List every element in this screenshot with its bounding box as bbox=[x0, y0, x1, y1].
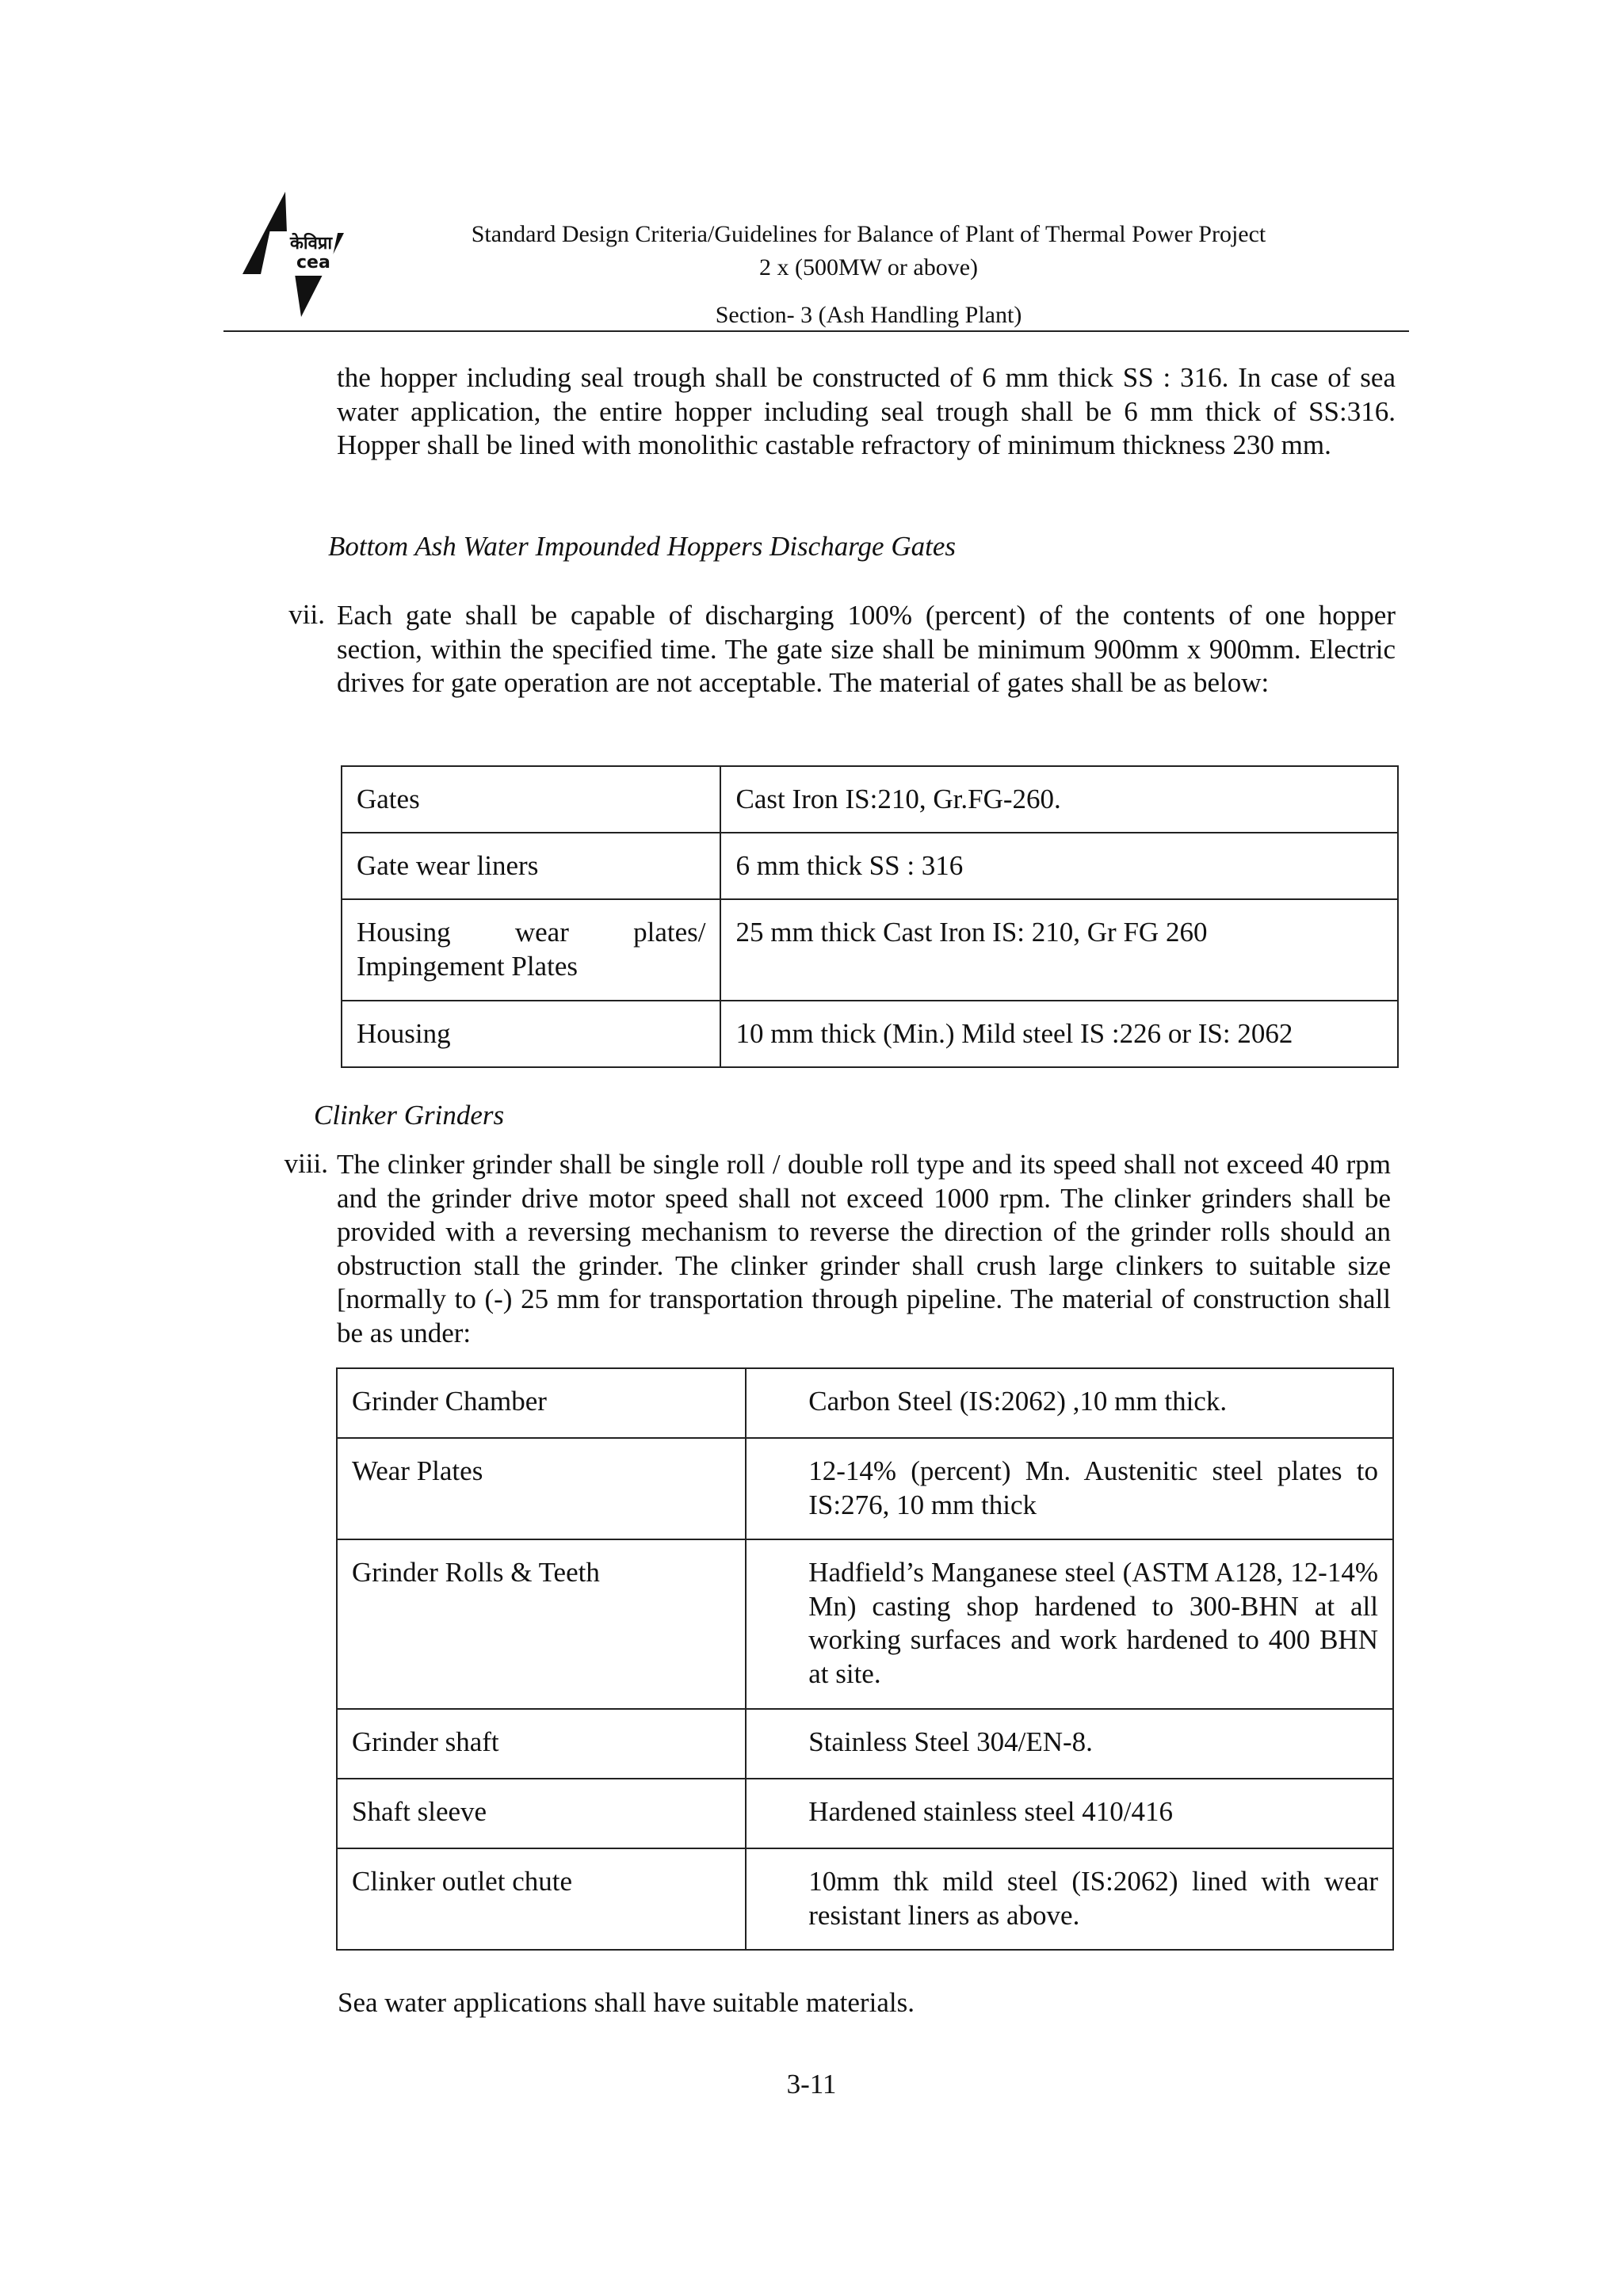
grinder-item-cell: Wear Plates bbox=[337, 1438, 746, 1539]
gate-material-cell: Cast Iron IS:210, Gr.FG-260. bbox=[720, 766, 1398, 833]
grinder-material-cell: Hadfield’s Manganese steel (ASTM A128, 12-14% Mn) casting shop hardened to 300-BHN at all working surfaces and work hardened to 400 BHN at site. bbox=[746, 1539, 1393, 1709]
grinder-material-cell: Hardened stainless steel 410/416 bbox=[746, 1779, 1393, 1848]
grinder-material-cell: 12-14% (percent) Mn. Austenitic steel plates to IS:276, 10 mm thick bbox=[746, 1438, 1393, 1539]
header-divider bbox=[223, 330, 1409, 332]
logo-text-cea: cea bbox=[296, 253, 330, 273]
grinder-item-cell: Grinder shaft bbox=[337, 1709, 746, 1779]
gate-material-cell: 6 mm thick SS : 316 bbox=[720, 833, 1398, 899]
intro-paragraph: the hopper including seal trough shall be constructed of 6 mm thick SS : 316. In case of sea water application, the entire hopper including seal trough shall be 6 mm thick of SS:316. Hopper shall be lined with monolithic castable refractory of minimum thickness 230 mm. bbox=[337, 362, 1396, 460]
table-row bbox=[342, 1001, 1398, 1067]
section-label: Section- 3 (Ash Handling Plant) bbox=[715, 302, 1022, 328]
closing-note: Sea water applications shall have suitable materials. bbox=[338, 1987, 915, 2018]
grinder-material-cell: 10mm thk mild steel (IS:2062) lined with wear resistant liners as above. bbox=[746, 1848, 1393, 1950]
gate-item-cell: Housing bbox=[342, 1001, 720, 1067]
grinder-item-cell: Grinder Rolls & Teeth bbox=[337, 1539, 746, 1709]
item-number-vii: vii. bbox=[288, 599, 325, 630]
table-row bbox=[337, 1779, 1393, 1848]
gates-heading: Bottom Ash Water Impounded Hoppers Discharge Gates bbox=[328, 531, 956, 562]
document-subtitle: 2 x (500MW or above) bbox=[758, 254, 979, 280]
gates-material-table bbox=[341, 765, 1399, 1068]
table-row bbox=[342, 833, 1398, 899]
document-title: Standard Design Criteria/Guidelines for Balance of Plant of Thermal Power Project bbox=[471, 221, 1266, 247]
logo-text-hindi: केविप्रा bbox=[290, 234, 333, 254]
table-row bbox=[337, 1709, 1393, 1779]
gates-paragraph: Each gate shall be capable of discharging 100% (percent) of the contents of one hopper section, within the specified time. The gate size shall be minimum 900mm x 900mm. Electric drives for gate operation are not acceptable. The material of gates shall be as below: bbox=[337, 600, 1396, 698]
gate-item-cell: Gate wear liners bbox=[342, 833, 720, 899]
grinder-material-cell: Stainless Steel 304/EN-8. bbox=[746, 1709, 1393, 1779]
gate-material-cell: 10 mm thick (Min.) Mild steel IS :226 or IS: 2062 bbox=[720, 1001, 1398, 1067]
grinders-heading: Clinker Grinders bbox=[314, 1100, 505, 1131]
grinder-item-cell: Grinder Chamber bbox=[337, 1368, 746, 1438]
grinders-paragraph: The clinker grinder shall be single roll / double roll type and its speed shall not exceed 40 rpm and the grinder drive motor speed shall not exceed 1000 rpm. The clinker grinders shall be provided with a reversing mechanism to reverse the direction of the grinder rolls should an obstruction stall the grinder. The clinker grinder shall crush large clinkers to suitable size [normally to (-) 25 mm for transportation through pipeline. The material of construction shall be as under: bbox=[337, 1149, 1391, 1348]
table-row bbox=[337, 1368, 1393, 1438]
table-row bbox=[337, 1539, 1393, 1709]
gate-item-cell: Gates bbox=[342, 766, 720, 833]
gate-item-cell: Housing wear plates/ Impingement Plates bbox=[342, 899, 720, 1001]
table-row bbox=[342, 899, 1398, 1001]
gate-material-cell: 25 mm thick Cast Iron IS: 210, Gr FG 260 bbox=[720, 899, 1398, 1001]
grinder-material-table bbox=[336, 1367, 1394, 1951]
grinder-material-cell: Carbon Steel (IS:2062) ,10 mm thick. bbox=[746, 1368, 1393, 1438]
table-row bbox=[337, 1848, 1393, 1950]
page-number: 3-11 bbox=[786, 2069, 837, 2100]
grinder-item-cell: Clinker outlet chute bbox=[337, 1848, 746, 1950]
table-row bbox=[337, 1438, 1393, 1539]
grinder-item-cell: Shaft sleeve bbox=[337, 1779, 746, 1848]
item-number-viii: viii. bbox=[284, 1148, 328, 1179]
table-row bbox=[342, 766, 1398, 833]
